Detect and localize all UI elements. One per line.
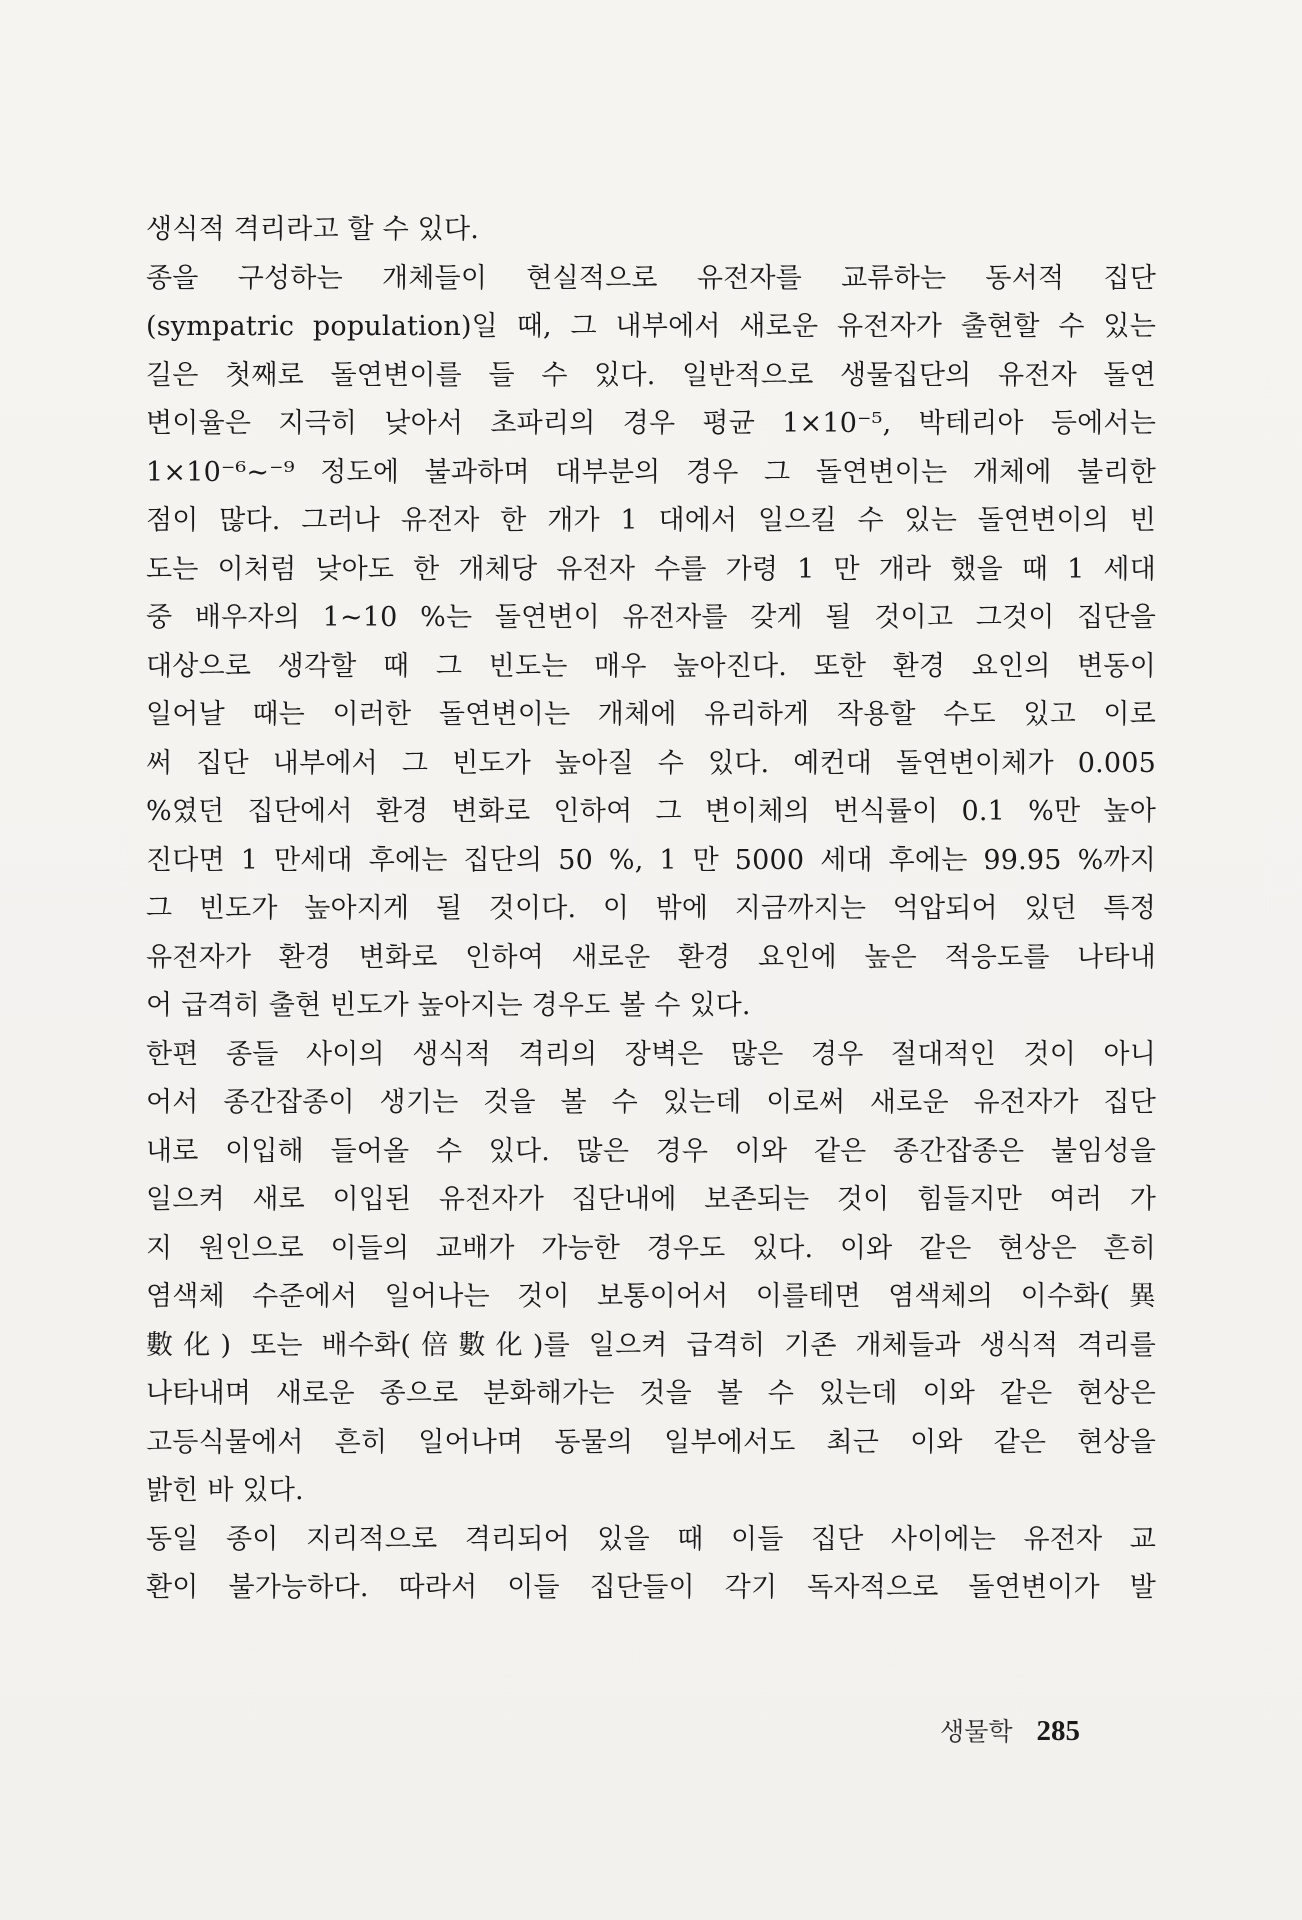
- text-line: %였던 집단에서 환경 변화로 인하여 그 변이체의 번식률이 0.1 %만 높아: [146, 796, 1156, 827]
- text-line: 일어날 때는 이러한 돌연변이는 개체에 유리하게 작용할 수도 있고 이로: [146, 699, 1156, 730]
- text-line: 지 원인으로 이들의 교배가 가능한 경우도 있다. 이와 같은 현상은 흔히: [146, 1232, 1156, 1264]
- page-number: 285: [1036, 1715, 1080, 1747]
- text-line: 유전자가 환경 변화로 인하여 새로운 환경 요인에 높은 적응도를 나타내: [146, 941, 1156, 973]
- text-line: 1×10⁻⁶~⁻⁹ 정도에 불과하며 대부분의 경우 그 돌연변이는 개체에 불리한: [146, 456, 1156, 488]
- text-line: 어 급격히 출현 빈도가 높아지는 경우도 볼 수 있다.: [146, 990, 751, 1021]
- text-line: 종을 구성하는 개체들이 현실적으로 유전자를 교류하는 동서적 집단: [146, 262, 1156, 294]
- text-line: 중 배우자의 1~10 %는 돌연변이 유전자를 갖게 될 것이고 그것이 집단을: [146, 602, 1156, 633]
- text-line: 염색체 수준에서 일어나는 것이 보통이어서 이를테면 염색체의 이수화(異: [146, 1281, 1156, 1312]
- text-line: 고등식물에서 흔히 일어나며 동물의 일부에서도 최근 이와 같은 현상을: [146, 1426, 1156, 1458]
- text-line: 어서 종간잡종이 생기는 것을 볼 수 있는데 이로써 새로운 유전자가 집단: [146, 1087, 1156, 1118]
- text-line: 일으켜 새로 이입된 유전자가 집단내에 보존되는 것이 힘들지만 여러 가: [146, 1184, 1156, 1215]
- text-line: 진다면 1 만세대 후에는 집단의 50 %, 1 만 5000 세대 후에는 99.95 %까지: [146, 844, 1156, 876]
- text-line: 그 빈도가 높아지게 될 것이다. 이 밖에 지금까지는 억압되어 있던 특정: [146, 893, 1156, 924]
- text-line: 한편 종들 사이의 생식적 격리의 장벽은 많은 경우 절대적인 것이 아니: [146, 1038, 1156, 1070]
- text-line: 변이율은 지극히 낮아서 초파리의 경우 평균 1×10⁻⁵, 박테리아 등에서는: [146, 408, 1156, 439]
- text-line: 數化) 또는 배수화(倍數化)를 일으켜 급격히 기존 개체들과 생식적 격리를: [146, 1329, 1156, 1361]
- text-line: 나타내며 새로운 종으로 분화해가는 것을 볼 수 있는데 이와 같은 현상은: [146, 1378, 1156, 1409]
- text-line: 생식적 격리라고 할 수 있다.: [146, 214, 480, 245]
- text-line: 밝힌 바 있다.: [146, 1475, 304, 1506]
- text-line: 내로 이입해 들어올 수 있다. 많은 경우 이와 같은 종간잡종은 불임성을: [146, 1135, 1156, 1167]
- text-line: 환이 불가능하다. 따라서 이들 집단들이 각기 독자적으로 돌연변이가 발: [146, 1572, 1156, 1603]
- running-footer-title: 생물학: [940, 1717, 1013, 1746]
- text-line: (sympatric population)일 때, 그 내부에서 새로운 유전자가 출현할 수 있는: [146, 311, 1156, 342]
- text-line: 점이 많다. 그러나 유전자 한 개가 1 대에서 일으킬 수 있는 돌연변이의 빈: [146, 505, 1156, 536]
- body-text: [146, 206, 1156, 1613]
- text-line: 대상으로 생각할 때 그 빈도는 매우 높아진다. 또한 환경 요인의 변동이: [146, 650, 1156, 682]
- page-footer: [940, 1712, 1080, 1752]
- text-line: 써 집단 내부에서 그 빈도가 높아질 수 있다. 예컨대 돌연변이체가 0.005: [146, 747, 1156, 779]
- text-line: 길은 첫째로 돌연변이를 들 수 있다. 일반적으로 생물집단의 유전자 돌연: [146, 359, 1156, 391]
- text-line: 동일 종이 지리적으로 격리되어 있을 때 이들 집단 사이에는 유전자 교: [146, 1523, 1156, 1555]
- text-line: 도는 이처럼 낮아도 한 개체당 유전자 수를 가령 1 만 개라 했을 때 1 세대: [146, 553, 1156, 585]
